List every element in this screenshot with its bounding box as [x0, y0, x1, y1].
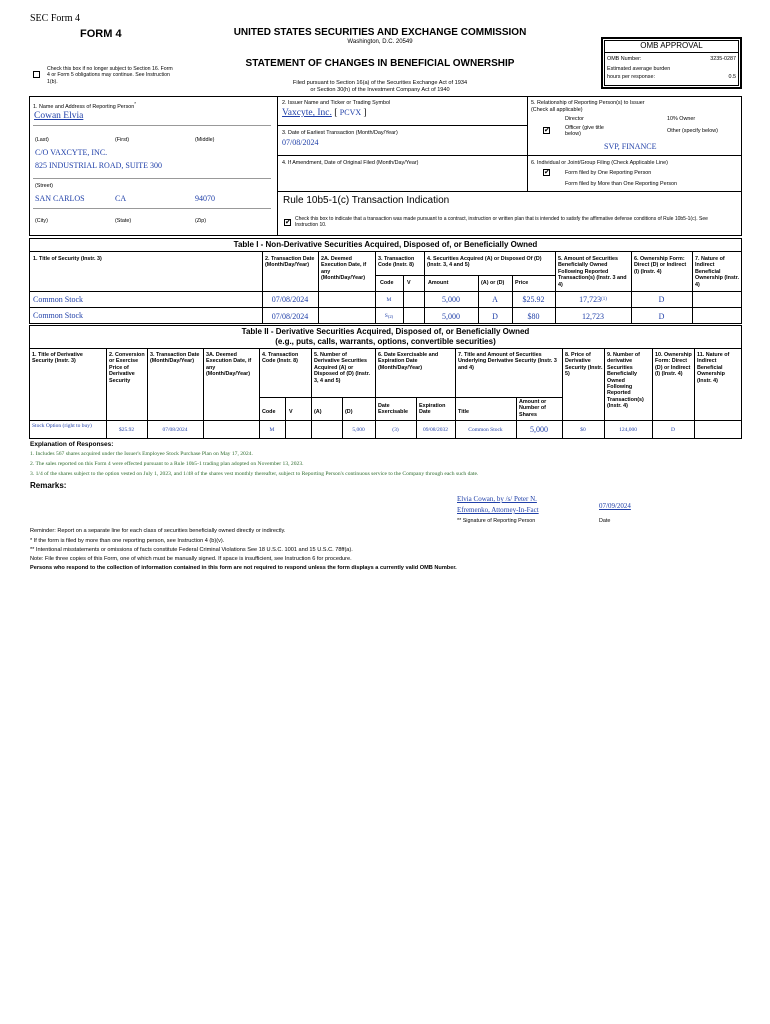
t1-r1-price: $25.92 [522, 295, 545, 304]
t2-h-expiration: Expiration Date [419, 403, 446, 416]
officer-label: Officer (give title below) [565, 125, 604, 138]
t1-h-title: 1. Title of Security (Instr. 3) [33, 256, 102, 262]
t2-r1-date: 07/08/2024 [162, 426, 188, 433]
middle-label: (Middle) [195, 137, 215, 143]
officer-checkbox[interactable]: ✔ [544, 127, 550, 134]
t2-h-nature: 11. Nature of Indirect Beneficial Ownership (Instr. 4) [697, 352, 730, 384]
t2-r1-owned: 124,000 [619, 426, 637, 433]
issuer-label: 2. Issuer Name and Ticker or Trading Symbol [282, 100, 391, 106]
t1-r1-date: 07/08/2024 [271, 295, 309, 304]
filing-label: 6. Individual or Joint/Group Filing (Check Applicable Line) [531, 160, 668, 166]
t1-h-amount: Amount [428, 280, 449, 286]
t2-r1-exercisable: (3) [392, 426, 399, 433]
issuer-name-ticker: Vaxcyte, Inc. [ PCVX ] [282, 108, 367, 118]
t2-h-conv: 2. Conversion or Exercise Price of Derivative Security [109, 352, 145, 384]
more-persons-label: Form filed by More than One Reporting Person [565, 181, 678, 187]
t1-r1-form: D [658, 295, 665, 304]
t2-h-price: 8. Price of Derivative Security (Instr. 5) [565, 352, 603, 378]
t2-h-number: 5. Number of Derivative Securities Acquired (A) or Disposed of (D) (Instr. 3, 4 and 5) [314, 352, 371, 384]
t2-h-a: (A) [314, 409, 322, 415]
form-title: STATEMENT OF CHANGES IN BENEFICIAL OWNERSHIP [245, 58, 515, 69]
t2-h-code: 4. Transaction Code (Instr. 8) [262, 352, 299, 365]
reporting-person-name[interactable]: Cowan Elvia [34, 111, 84, 121]
reporting-city: SAN CARLOS [35, 194, 85, 203]
t2-h-form: 10. Ownership Form: Direct (D) or Indirect (I) (Instr. 4) [655, 352, 692, 378]
earliest-date: 07/08/2024 [282, 138, 319, 147]
t2-r1-price: $0 [580, 426, 586, 433]
issuer-ticker: PCVX [339, 108, 362, 117]
remarks-title: Remarks: [30, 481, 67, 490]
t1-h-aord: (A) or (D) [481, 280, 505, 286]
t2-r1-under-amount: 5,000 [530, 425, 548, 434]
t2-h-under-title: Title [458, 409, 469, 415]
amendment-label: 4. If Amendment, Date of Original Filed (Month/Day/Year) [282, 160, 419, 166]
date-label: Date [599, 518, 611, 524]
t2-r1-d: 5,000 [352, 426, 365, 433]
t1-h-form: 6. Ownership Form: Direct (D) or Indirect (I) (Instr. 4) [634, 256, 687, 275]
t2-r1-under-title: Common Stock [468, 426, 503, 433]
t1-r2-price: $80 [527, 311, 540, 321]
t1-r1-owned: 17,723 (1) [579, 295, 607, 304]
t1-r1-aord: A [492, 295, 498, 304]
officer-title: SVP, FINANCE [604, 142, 657, 151]
t1-h-owned: 5. Amount of Securities Beneficially Owned Following Reported Transaction(s) (Instr. 3 and 4) [558, 256, 627, 288]
reporting-person-label: 1. Name and Address of Reporting Person* [33, 101, 137, 110]
table-2-title: Table II - Derivative Securities Acquired, Disposed of, or Beneficially Owned [241, 327, 530, 336]
footer-reminder: Reminder: Report on a separate line for each class of securities beneficially owned directly or indirectly. [30, 528, 286, 534]
t2-r1-form: D [671, 426, 675, 433]
t1-r2-owned: 12,723 [582, 311, 604, 321]
t2-h-owned: 9. Number of derivative Securities Beneficially Owned Following Reported Transaction(s) (Instr. 4) [607, 352, 644, 410]
relationship-sub: (Check all applicable) [531, 107, 583, 113]
t1-r2-title: Common Stock [33, 311, 84, 320]
omb-number: 3235-0287 [710, 56, 736, 62]
t2-h-title: 1. Title of Derivative Security (Instr. 3) [32, 352, 83, 365]
t2-h-amount-shares: Amount or Number of Shares [519, 399, 547, 418]
no-longer-subject-checkbox[interactable] [33, 71, 40, 78]
t1-r2-code: S (2) [384, 313, 394, 319]
ten-percent-label: 10% Owner [667, 116, 696, 122]
t1-r1-code: M [386, 296, 392, 303]
t2-h-underlying: 7. Title and Amount of Securities Underlying Derivative Security (Instr. 3 and 4) [458, 352, 557, 371]
sec-form-label: SEC Form 4 [30, 13, 81, 24]
city-label: (City) [35, 218, 48, 224]
form-number: FORM 4 [80, 28, 122, 40]
issuer-name[interactable]: Vaxcyte, Inc. [282, 108, 332, 118]
reporting-street: 825 INDUSTRIAL ROAD, SUITE 300 [35, 161, 163, 170]
t1-r2-date: 07/08/2024 [271, 311, 309, 321]
t1-r1-amount: 5,000 [442, 295, 460, 304]
reporting-state: CA [115, 194, 127, 203]
signature-line2: Efremenko, Attorney-In-Fact [457, 506, 539, 514]
t1-h-date: 2. Transaction Date (Month/Day/Year) [265, 256, 315, 269]
state-label: (State) [115, 218, 132, 224]
t2-r1-title: Stock Option (right to buy) [32, 423, 92, 429]
first-label: (First) [115, 137, 130, 143]
t1-h-deemed: 2A. Deemed Execution Date, if any (Month/Day/Year) [321, 256, 367, 282]
t2-h-date: 3. Transaction Date (Month/Day/Year) [150, 352, 200, 365]
omb-number-label: OMB Number: [607, 56, 642, 62]
table-1-title: Table I - Non-Derivative Securities Acquired, Disposed of, or Beneficially Owned [233, 240, 538, 249]
signature-date: 07/09/2024 [599, 502, 631, 510]
t1-r2-aord: D [492, 311, 498, 321]
relationship-label: 5. Relationship of Reporting Person(s) to Issuer [531, 100, 645, 106]
omb-burden-label: Estimated average burden [607, 66, 671, 72]
agency-title: UNITED STATES SECURITIES AND EXCHANGE COMMISSION [233, 27, 527, 38]
signature-label: ** Signature of Reporting Person [457, 518, 536, 524]
footer-omb-notice: Persons who respond to the collection of information contained in this form are not required to respond unless the form displays a currently valid OMB Number. [30, 565, 457, 571]
t2-r1-expiration: 09/08/2032 [422, 426, 449, 433]
footer-note: Note: File three copies of this Form, one of which must be manually signed. If space is insufficient, see Instruction 6 for procedure. [30, 556, 352, 562]
t1-h-acquired: 4. Securities Acquired (A) or Disposed Of (D) (Instr. 3, 4 and 5) [427, 256, 542, 269]
director-label: Director [565, 116, 584, 122]
footnote-2: 2. The sales reported on this Form 4 were effected pursuant to a Rule 10b5-1 trading plan adopted on November 13, 2023. [30, 461, 304, 467]
t1-r2-form: D [658, 311, 665, 321]
t2-h-date-exercisable: Date Exercisable [378, 403, 408, 416]
one-person-checkbox[interactable]: ✔ [544, 169, 550, 176]
explanation-title: Explanation of Responses: [30, 441, 114, 448]
t1-h-nature: 7. Nature of Indirect Beneficial Ownership (Instr. 4) [695, 256, 740, 288]
omb-title: OMB APPROVAL [640, 41, 703, 50]
filed-pursuant-line1: Filed pursuant to Section 16(a) of the Securities Exchange Act of 1934 [292, 80, 468, 86]
last-label: (Last) [35, 137, 49, 143]
t1-h-v: V [407, 280, 411, 286]
t2-r1-code: M [269, 426, 275, 433]
t2-h-code-sub: Code [262, 409, 276, 415]
omb-hours-label: hours per response: [607, 74, 655, 80]
filed-pursuant-line2: or Section 30(h) of the Investment Company Act of 1940 [310, 87, 450, 93]
rule-checkbox[interactable]: ✔ [285, 219, 291, 226]
t1-h-code-sub: Code [380, 280, 394, 286]
footer-misstatements: ** Intentional misstatements or omissions of facts constitute Federal Criminal Violations See 18 U.S.C. 1001 and 15 U.S.C. 78ff(a). [30, 547, 353, 553]
one-person-label: Form filed by One Reporting Person [565, 170, 652, 176]
no-longer-subject-label: Check this box if no longer subject to Section 16. Form 4 or Form 5 obligations may continue. See Instruction 1(b). [47, 66, 173, 85]
footnote-3: 3. 1/4 of the shares subject to the option vested on July 1, 2023, and 1/48 of the shares vest monthly thereafter, subject to Reporting Person's continuous service to the Company through each such date. [30, 471, 479, 477]
footer-multiple-persons: * If the form is filed by more than one reporting person, see Instruction 4 (b)(v). [30, 538, 225, 544]
t2-h-d: (D) [345, 409, 353, 415]
footnote-1: 1. Includes 567 shares acquired under the Issuer's Employee Stock Purchase Plan on May 17, 2024. [30, 451, 253, 457]
earliest-date-label: 3. Date of Earliest Transaction (Month/Day/Year) [282, 130, 398, 136]
omb-hours: 0.5 [728, 74, 736, 80]
reporting-zip: 94070 [195, 194, 215, 203]
other-label: Other (specify below) [667, 128, 718, 134]
t2-r1-conv: $25.92 [118, 426, 135, 433]
t2-h-v: V [289, 409, 293, 415]
t1-h-price: Price [515, 280, 529, 286]
rule-text: Check this box to indicate that a transaction was made pursuant to a contract, instruction or written plan that is intended to satisfy the affirmative defense conditions of Rule 10b5-1(c). See Instruction 10. [295, 216, 708, 228]
reporting-company: C/O VAXCYTE, INC. [35, 148, 108, 157]
t1-r2-amount: 5,000 [442, 311, 460, 321]
t1-r1-title: Common Stock [33, 295, 84, 304]
table-2-subtitle: (e.g., puts, calls, warrants, options, convertible securities) [275, 337, 496, 346]
signature-line1: Elvia Cowan, by /s/ Peter N. [457, 495, 537, 503]
agency-location: Washington, D.C. 20549 [347, 39, 413, 45]
zip-label: (Zip) [195, 218, 207, 224]
street-label: (Street) [35, 183, 53, 189]
t2-h-deemed: 3A. Deemed Execution Date, if any (Month/Day/Year) [206, 352, 252, 378]
t2-h-exercisable: 6. Date Exercisable and Expiration Date (Month/Day/Year) [378, 352, 439, 371]
t1-h-code: 3. Transaction Code (Instr. 8) [378, 256, 415, 269]
rule-title: Rule 10b5-1(c) Transaction Indication [283, 195, 450, 206]
